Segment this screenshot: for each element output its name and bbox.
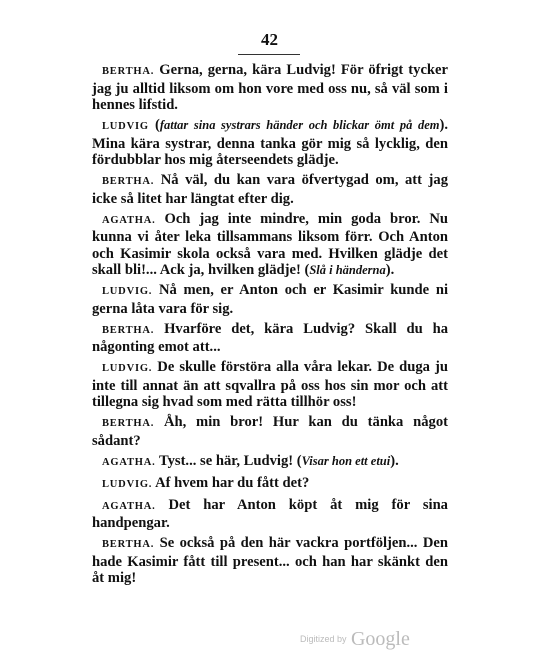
digitized-watermark bbox=[300, 628, 450, 658]
line-text: Och jag inte mindre, min goda bror. Nu kunna vi åter leka tillsammans liksom förr. Och Anton och Kasimir skola också vara med. Hvilken glädje det skall bli!... Ack ja, hvilken glädje! ( bbox=[92, 210, 448, 278]
dialogue-line bbox=[92, 62, 448, 114]
line-text: ). Mina kära systrar, denna tanka gör mig så lycklig, den fördubblar hos mig återseendets glädje. bbox=[92, 117, 448, 168]
speaker-name: LUDVIG. bbox=[102, 478, 153, 490]
stage-direction: Visar hon ett etui bbox=[301, 453, 391, 468]
speaker-name: BERTHA. bbox=[102, 66, 155, 77]
line-text: Se också på den här vackra portföljen... Den hade Kasimir fått till present... och han har skänkt den åt mig! bbox=[92, 535, 448, 586]
dialogue-line bbox=[92, 497, 448, 532]
speaker-name: LUDVIG. bbox=[102, 363, 153, 374]
stage-direction: fattar sina systrars händer och blickar ömt på dem bbox=[159, 118, 440, 132]
speaker-name: BERTHA. bbox=[102, 539, 155, 550]
google-logo: Google bbox=[350, 628, 410, 650]
dialogue-line bbox=[92, 117, 448, 169]
page-number: 42 bbox=[261, 30, 278, 49]
speaker-name: LUDVIG. bbox=[102, 286, 153, 297]
dialogue-line bbox=[92, 475, 448, 494]
line-text: Nå men, er Anton och er Kasimir kunde ni gerna låta vara för sig. bbox=[92, 282, 448, 317]
speaker-name: BERTHA. bbox=[102, 324, 155, 336]
dialogue-line bbox=[92, 211, 448, 279]
speaker-name: AGATHA. bbox=[102, 500, 156, 512]
paren-close: ). bbox=[385, 262, 395, 278]
dialogue-line bbox=[92, 359, 448, 411]
speaker-name: AGATHA. bbox=[102, 456, 156, 468]
stage-direction: Slå i händerna bbox=[309, 263, 386, 277]
paren-open: ( bbox=[148, 117, 160, 133]
header-rule bbox=[238, 54, 300, 55]
watermark-prefix: Digitized by bbox=[300, 634, 347, 644]
dialogue-line bbox=[92, 414, 448, 449]
line-text: Gerna, gerna, kära Ludvig! För öfrigt tycker jag ju alltid liksom om hon vore med oss nu, så väl som i hennes lifstid. bbox=[92, 62, 448, 113]
line-text: Tyst... se här, Ludvig! ( bbox=[158, 452, 302, 469]
speaker-name: AGATHA. bbox=[102, 214, 156, 226]
speaker-name: LUDVIG bbox=[102, 121, 149, 132]
dialogue-line bbox=[92, 172, 448, 207]
line-text: Nå väl, du kan vara öfvertygad om, att jag icke så litet har längtat efter dig. bbox=[92, 172, 448, 207]
speaker-name: BERTHA. bbox=[102, 418, 155, 429]
speaker-name: BERTHA. bbox=[102, 176, 155, 187]
dialogue-text bbox=[92, 62, 448, 590]
paren-close: ). bbox=[390, 452, 399, 469]
dialogue-line bbox=[92, 321, 448, 356]
dialogue-line bbox=[92, 453, 448, 472]
line-text: Det har Anton köpt åt mig för sina handpengar. bbox=[92, 496, 448, 531]
line-text: Hvarföre det, kära Ludvig? Skall du ha någonting emot att... bbox=[92, 320, 448, 355]
line-text: Åh, min bror! Hur kan du tänka något sådant? bbox=[92, 414, 448, 449]
line-text: De skulle förstöra alla våra lekar. De duga ju inte till annat än att sqvallra på oss hos sin mor och att tillegna sig hvad som med rätta tillhör oss! bbox=[92, 359, 448, 410]
dialogue-line bbox=[92, 282, 448, 317]
dialogue-line bbox=[92, 535, 448, 587]
line-text: Af hvem har du fått det? bbox=[155, 474, 310, 491]
